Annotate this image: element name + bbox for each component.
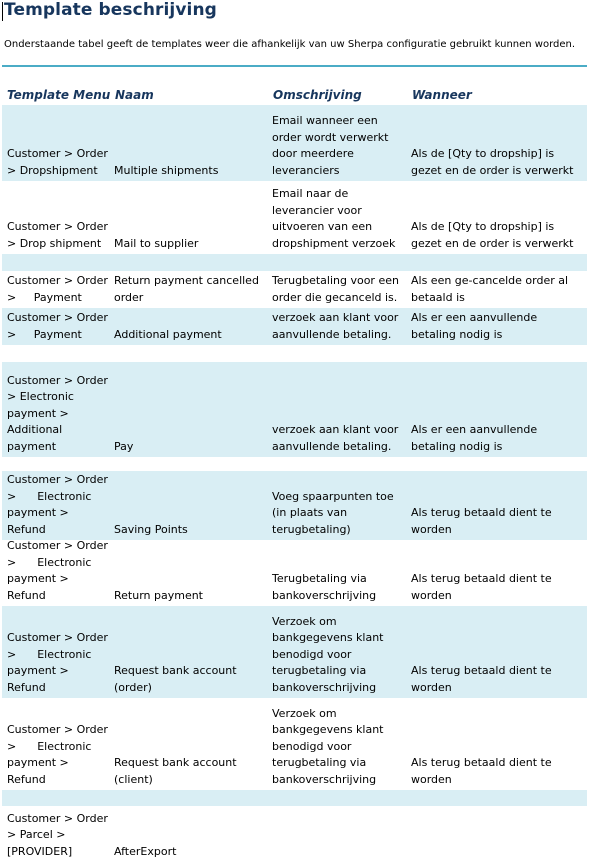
cell-wanneer: Als terug betaald dient te worden [411, 756, 552, 786]
table-row [2, 181, 587, 254]
cell-template-menu: Customer > Order > Electronic payment > Refund [7, 473, 108, 536]
cell-omschrijving: Verzoek om bankgegevens klant benodigd voor terugbetaling via bankoverschrijving [272, 706, 384, 786]
text-cursor [2, 2, 3, 21]
cell-wanneer: Als een ge-cancelde order al betaald is [411, 274, 569, 304]
cell-naam: Saving Points [114, 522, 188, 536]
table-row [2, 606, 587, 698]
header-rule [2, 65, 587, 67]
cell-template-menu: Customer > Order > Electronic payment > Refund [7, 539, 108, 602]
cell-naam: Mail to supplier [114, 236, 199, 250]
cell-wanneer: Als er een aanvullende betaling nodig is [411, 311, 538, 341]
cell-template-menu: Customer > Order > Drop shipment [7, 220, 108, 250]
cell-template-menu: Customer > Order > Electronic payment > Refund [7, 723, 108, 786]
cell-omschrijving: Email naar de leverancier voor uitvoeren van een dropshipment verzoek [272, 187, 396, 250]
cell-wanneer: Als de [Qty to dropship] is gezet en de order is verwerkt [411, 147, 574, 177]
cell-omschrijving: Terugbetaling voor een order die gecanceld is. [272, 274, 399, 304]
table-row [2, 540, 587, 606]
header-wanneer: Wanneer [412, 88, 472, 102]
table-row [2, 471, 587, 540]
table-row [2, 362, 587, 457]
cell-omschrijving: Verzoek om bankgegevens klant benodigd voor terugbetaling via bankoverschrijving [272, 614, 384, 694]
cell-naam: Request bank account (order) [114, 664, 237, 694]
table-row [2, 271, 587, 308]
cell-naam: Request bank account (client) [114, 756, 237, 786]
cell-naam: Return payment cancelled order [114, 274, 259, 304]
header-naam: Naam [115, 88, 154, 102]
cell-omschrijving: Email wanneer een order wordt verwerkt door meerdere leveranciers [272, 114, 389, 177]
cell-template-menu: Customer > Order > Payment [7, 274, 108, 304]
cell-wanneer: Als terug betaald dient te worden [411, 506, 552, 536]
table-row [2, 105, 587, 181]
cell-naam: Pay [114, 439, 134, 453]
cell-wanneer: Als de [Qty to dropship] is gezet en de order is verwerkt [411, 220, 574, 250]
intro-text: Onderstaande tabel geeft de templates weer die afhankelijk van uw Sherpa configuratie gebruikt kunnen worden. [4, 39, 576, 50]
cell-naam: Return payment [114, 588, 203, 602]
table-row [2, 254, 587, 271]
cell-omschrijving: verzoek aan klant voor aanvullende betaling. [272, 311, 399, 341]
table-row [2, 806, 587, 862]
header-omschrijving: Omschrijving [273, 88, 362, 102]
cell-naam: Additional payment [114, 327, 222, 341]
table-row [2, 790, 587, 806]
cell-naam: Multiple shipments [114, 163, 219, 177]
cell-omschrijving: Terugbetaling via bankoverschrijving [272, 572, 377, 602]
table-row [2, 457, 587, 471]
cell-template-menu: Customer > Order > Electronic payment > Refund [7, 631, 108, 694]
table-row [2, 345, 587, 362]
cell-naam: AfterExport [114, 844, 177, 858]
page-title: Template beschrijving [4, 0, 217, 20]
cell-template-menu: Customer > Order > Parcel > [PROVIDER] [7, 811, 108, 858]
table-header [0, 88, 593, 106]
cell-template-menu: Customer > Order > Payment [7, 311, 108, 341]
cell-omschrijving: Voeg spaarpunten toe (in plaats van terugbetaling) [272, 489, 394, 536]
cell-wanneer: Als terug betaald dient te worden [411, 664, 552, 694]
cell-omschrijving: verzoek aan klant voor aanvullende betaling. [272, 423, 399, 453]
cell-wanneer: Als er een aanvullende betaling nodig is [411, 423, 538, 453]
header-template-menu: Template Menu [7, 88, 111, 102]
table-row [2, 698, 587, 790]
cell-wanneer: Als terug betaald dient te worden [411, 572, 552, 602]
cell-template-menu: Customer > Order > Dropshipment [7, 147, 108, 177]
cell-template-menu: Customer > Order > Electronic payment > Additional payment [7, 373, 108, 453]
table-row [2, 308, 587, 345]
